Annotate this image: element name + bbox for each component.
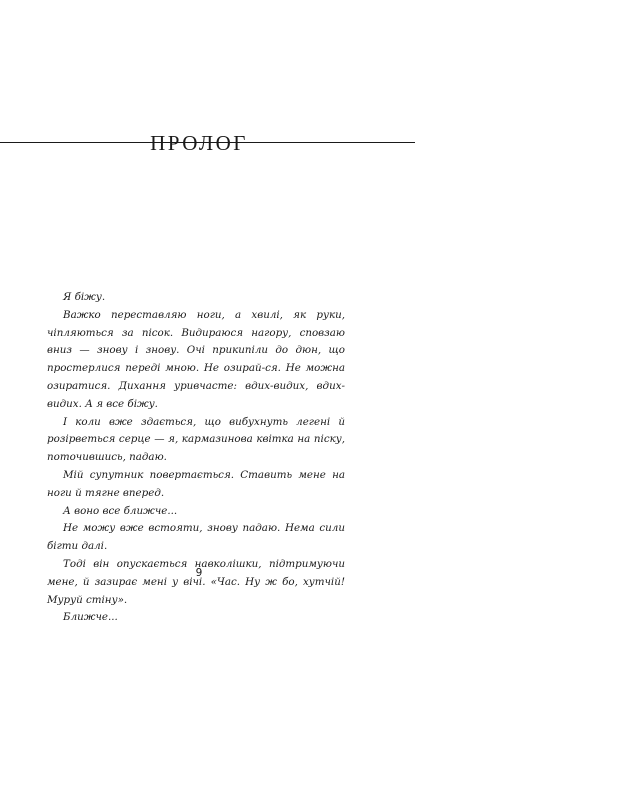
paragraph: І коли вже здається, що вибухнуть легені й розірветься серце — я, кармазинова квітка на піску, поточившись, падаю. [47, 415, 345, 464]
chapter-title: ПРОЛОГ [150, 131, 248, 155]
paragraph: Ближче... [63, 611, 118, 624]
paragraph: Мій супутник повертається. Ставить мене на ноги й тягне вперед. [47, 468, 345, 499]
paragraph: Важко переставляю ноги, а хвилі, як руки, чіпляються за пісок. Видираюся нагору, сповзаю вниз — знову і знову. Очі прикипіли до дюн, що простерлися переді мною. Не озирай-ся. Не можна озиратися. Дихання уривчасте: вдих-видих, вдих-видих. А я все біжу. [47, 308, 345, 410]
paragraph: Я біжу. [63, 291, 106, 303]
paragraph: А воно все ближче... [63, 504, 178, 517]
paragraph: Тоді він опускається навколішки, підтримуючи мене, й зазирає мені у вічі. «Час. Ну ж бо, хутчій! Муруй стіну». [47, 557, 345, 606]
paragraph: Не можу вже встояти, знову падаю. Нема сили бігти далі. [47, 522, 345, 553]
page-number: 9 [195, 567, 203, 579]
